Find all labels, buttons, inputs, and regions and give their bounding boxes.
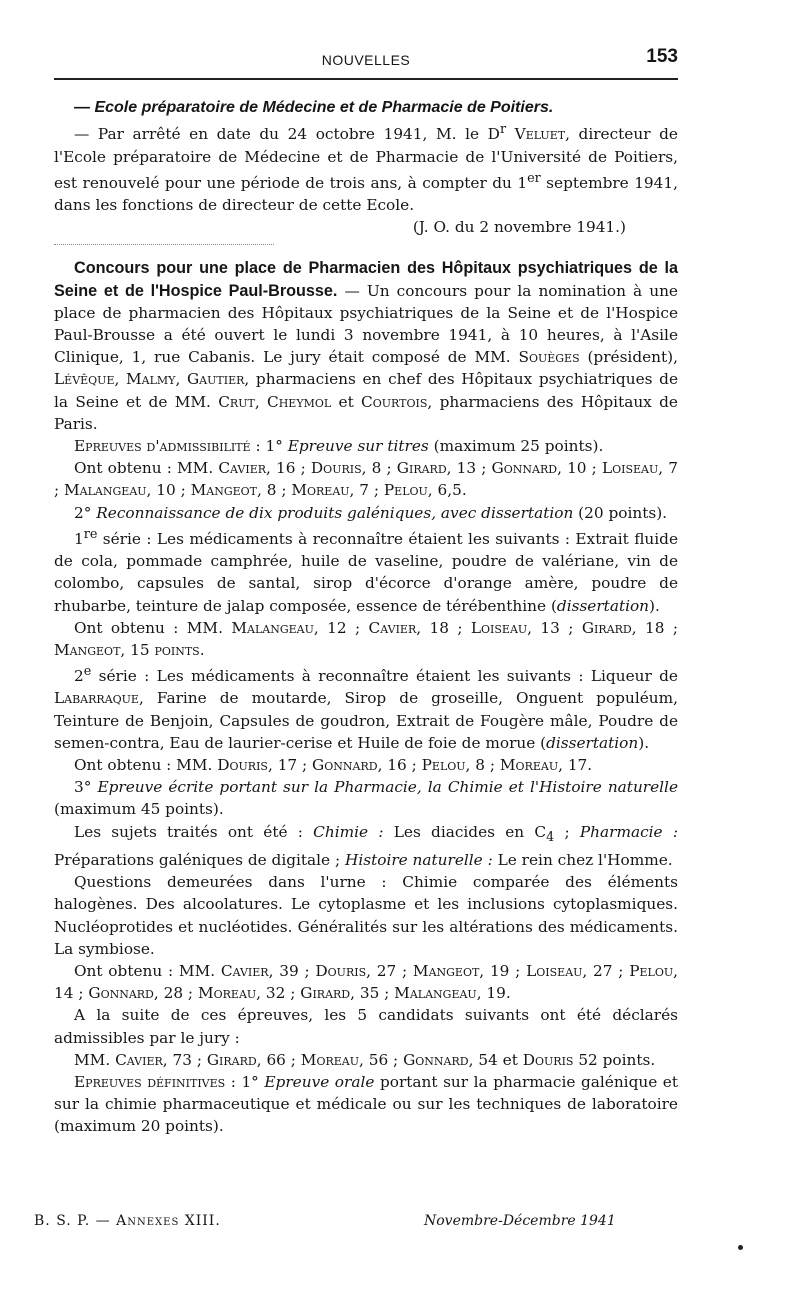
article-1-text: — Par arrêté en date du 24 octobre 1941, M. le $D^r$ Veluet, directeur de l'Ecole préparatoire de Médecine et de Pharmacie de l'Université de Poitiers, est renouvelé pour une période de trois ans, à compter du 1er septembre 1941, dans les fonctions de directeur de cette Ecole. — [54, 122, 678, 214]
article-2-intro: Concours pour une place de Pharmacien des Hôpitaux psychiatriques de la Seine et de l'Hospice Paul-Brousse. — Un concours pour la nomination à une place de pharmacien des Hôpitaux psychiatriques de la Seine et de l'Hospice Paul-Brousse a été ouvert le lundi 3 novembre 1941, à 10 heures, à l'Asile Clinique, 1, rue Cabanis. Le jury était composé de MM. Souèges (président), Lévêque, Malmy, Gautier, pharmaciens en chef des Hôpitaux psychiatriques de la Seine et de MM. Crut, Cheymol et Courtois, pharmaciens des Hôpitaux de Paris. — [54, 259, 678, 433]
article-body — [54, 96, 678, 1138]
page-header — [54, 46, 678, 76]
results-titles: Ont obtenu : MM. Cavier, 16 ; Douris, 8 ; Girard, 13 ; Gonnard, 10 ; Loiseau, 7 ; Malangeau, 10 ; Mangeot, 8 ; Moreau, 7 ; Pelou, 6,5. — [54, 459, 678, 500]
series-1-text: 1re série : Les médicaments à reconnaître étaient les suivants : Extrait fluide de cola, pommade camphrée, huile de vaseline, poudre de valériane, vin de colombo, capsules de santal, sirop d'écorce d'orange amère, poudre de rhubarbe, teinture de jalap composée, essence de térébenthine (dissertation). — [54, 526, 678, 615]
urn-questions: Questions demeurées dans l'urne : Chimie comparée des éléments halogènes. Des alcoolatures. Le cytoplasme et les inclusions cytoplasmiques. Nucléoprotides et nucléotides. Généralités sur les altérations des médicaments. La symbiose. — [54, 873, 678, 958]
footer-left: B. S. P. — Annexes XIII. — [34, 1213, 221, 1229]
admissibles-list: MM. Cavier, 73 ; Girard, 66 ; Moreau, 56 ; Gonnard, 54 et Douris 52 points. — [74, 1050, 656, 1069]
written-exam-heading: 3° Epreuve écrite portant sur la Pharmacie, la Chimie et l'Histoire naturelle (maximum 45 points). — [54, 778, 679, 819]
article-1-title: — Ecole préparatoire de Médecine et de Pharmacie de Poitiers. — [74, 99, 554, 116]
series-2-text: 2e série : Les médicaments à reconnaître étaient les suivants : Liqueur de Labarraque, Farine de moutarde, Sirop de groseille, Onguent populéum, Teinture de Benjoin, Capsules de goudron, Extrait de Fougère mâle, Poudre de semen-contra, Eau de laurier-cerise et Huile de foie de morue (dissertation). — [54, 664, 678, 752]
results-series-1: Ont obtenu : MM. Malangeau, 12 ; Cavier, 18 ; Loiseau, 13 ; Girard, 18 ; Mangeot, 15 points. — [54, 618, 678, 659]
admissibles-intro: A la suite de ces épreuves, les 5 candidats suivants ont été déclarés admissibles par le jury : — [54, 1006, 678, 1047]
page-number: 153 — [646, 46, 678, 67]
recognition-heading: 2° Reconnaissance de dix produits galéniques, avec dissertation (20 points). — [74, 503, 668, 522]
results-written: Ont obtenu : MM. Cavier, 39 ; Douris, 27 ; Mangeot, 19 ; Loiseau, 27 ; Pelou, 14 ; Gonnard, 28 ; Moreau, 32 ; Girard, 35 ; Malangeau, 19. — [54, 961, 678, 1003]
running-head: NOUVELLES — [321, 52, 411, 68]
final-exams-heading: Epreuves définitives : 1° Epreuve orale portant sur la pharmacie galénique et sur la chimie pharmaceutique et médicale ou sur les techniques de laboratoire (maximum 20 points). — [54, 1072, 679, 1136]
admissibility-heading: Epreuves d'admissibilité : 1° Epreuve sur titres (maximum 25 points). — [74, 437, 604, 456]
article-1-source: (J. O. du 2 novembre 1941.) — [412, 218, 626, 237]
footer-right: Novembre-Décembre 1941 — [424, 1213, 616, 1229]
results-series-2: Ont obtenu : MM. Douris, 17 ; Gonnard, 16 ; Pelou, 8 ; Moreau, 17. — [74, 756, 593, 775]
subjects-text: Les sujets traités ont été : Chimie : Les diacides en $C_4$ ; Pharmacie : Préparations galéniques de digitale ; Histoire naturelle : Le rein chez l'Homme. — [54, 822, 679, 869]
article-2-title: Concours pour une place de Pharmacien des Hôpitaux psychiatriques de la Seine et de l'Hospice Paul-Brousse. — [54, 259, 678, 300]
margin-dot — [738, 1245, 743, 1250]
header-rule — [54, 78, 678, 80]
section-separator — [54, 244, 274, 245]
